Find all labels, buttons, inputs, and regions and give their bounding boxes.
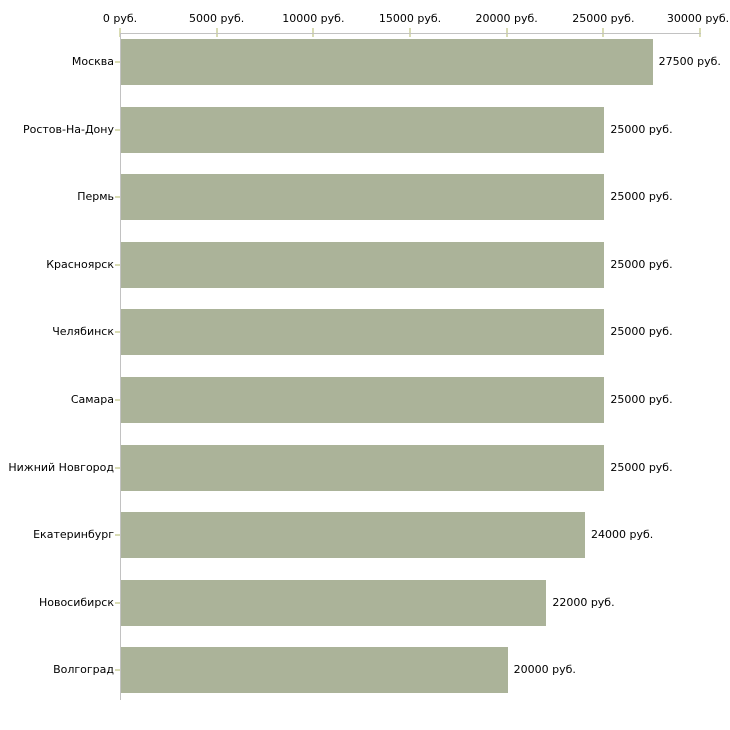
y-axis-tick-mark [115,61,120,63]
bar [121,174,604,220]
bar [121,107,604,153]
bar [121,647,508,693]
category-label: Красноярск [46,257,114,271]
bar [121,377,604,423]
x-axis-tick-label: 15000 руб. [378,12,442,25]
x-axis-tick-label: 0 руб. [102,12,138,25]
value-label: 25000 руб. [610,190,673,204]
value-label: 25000 руб. [610,393,673,406]
y-axis-tick-mark [115,534,120,536]
x-axis-tick-label: 10000 руб. [282,12,345,25]
y-axis-tick-mark [115,196,120,198]
value-label: 25000 руб. [610,460,673,474]
y-axis-tick-mark [115,264,120,266]
category-label: Самара [70,393,114,406]
bar [121,512,585,558]
category-label: Челябинск [52,325,114,339]
value-label: 25000 руб. [610,122,673,136]
value-label: 20000 руб. [513,663,576,677]
bar [121,580,546,626]
x-axis-tick-label: 25000 руб. [572,12,635,25]
bar [121,309,604,355]
category-label: Ростов-На-Дону [22,122,114,136]
y-axis-tick-mark [115,399,120,401]
value-label: 22000 руб. [552,595,615,609]
x-axis-line [120,33,701,34]
y-axis-tick-mark [115,467,120,469]
y-axis-tick-mark [115,331,120,333]
y-axis-tick-mark [115,669,120,671]
value-label: 24000 руб. [591,528,654,542]
x-axis-tick-label: 20000 руб. [475,12,538,25]
x-axis-tick-label: 5000 руб. [189,12,245,25]
category-label: Нижний Новгород [8,460,114,474]
bar [121,242,604,288]
category-label: Волгоград [53,663,114,677]
y-axis-tick-mark [115,129,120,131]
value-label: 25000 руб. [610,257,673,271]
x-axis-tick-label: 30000 руб. [666,12,730,25]
bar [121,445,604,491]
bar [121,39,653,85]
y-axis-tick-mark [115,602,120,604]
category-label: Москва [71,55,114,68]
category-label: Екатеринбург [33,528,114,542]
value-label: 27500 руб. [658,55,721,68]
value-label: 25000 руб. [610,325,673,339]
category-label: Новосибирск [38,595,114,609]
category-label: Пермь [77,190,114,204]
